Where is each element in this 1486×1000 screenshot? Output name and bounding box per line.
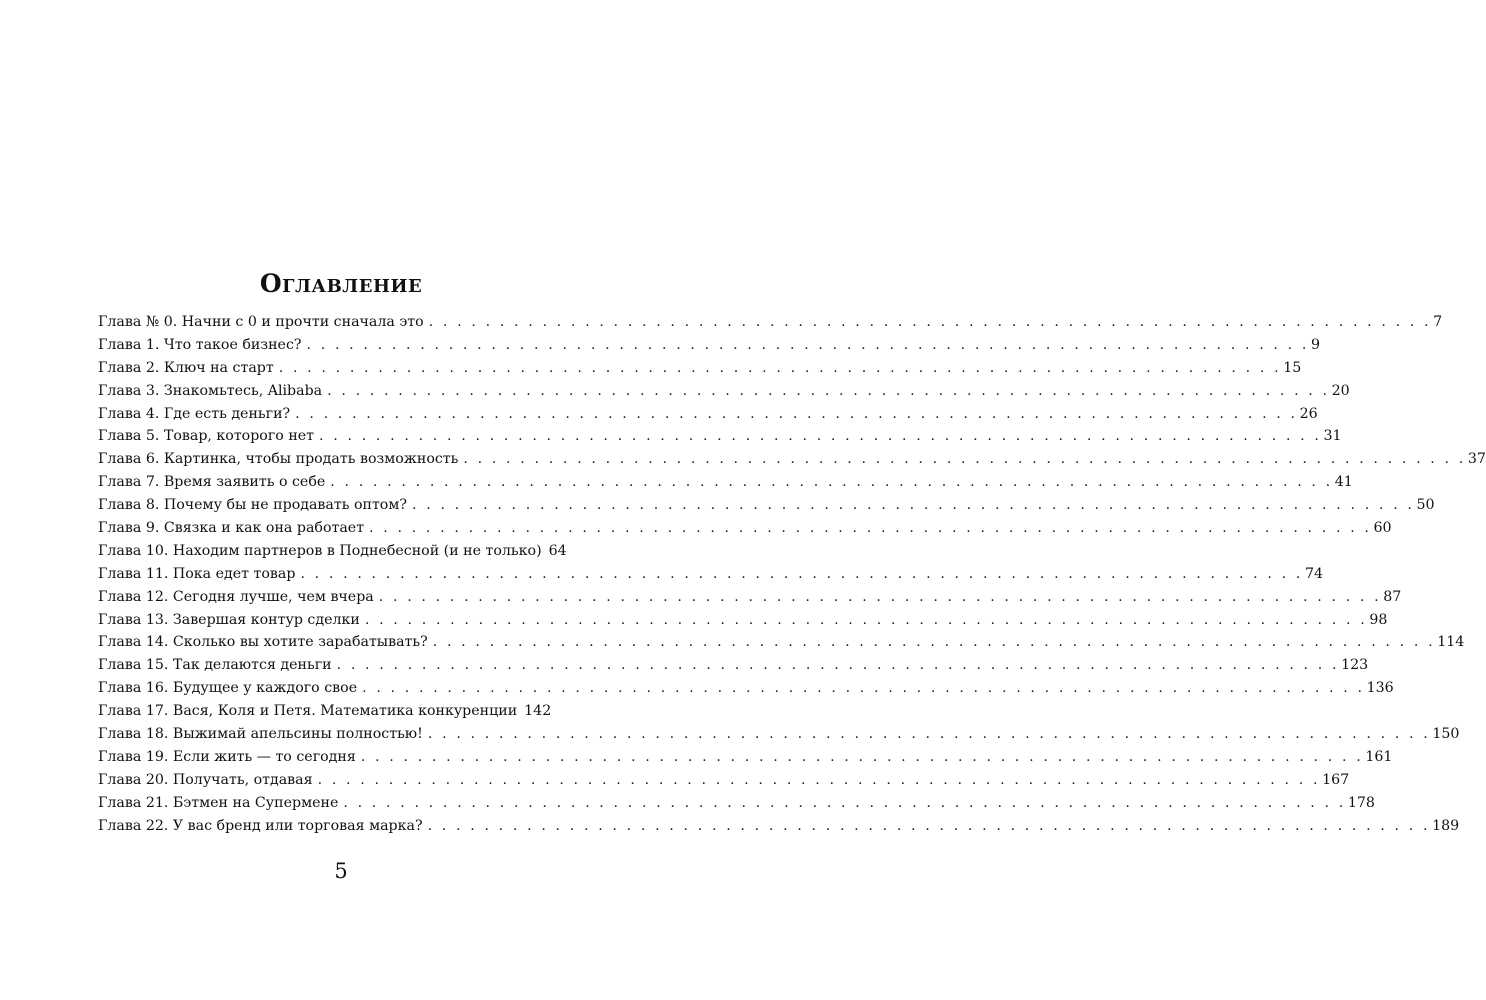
toc-entry[interactable] bbox=[98, 586, 1402, 609]
toc-entry-title: Глава 3. Знакомьтесь, Alibaba bbox=[98, 382, 323, 399]
toc-entry-page: 15 bbox=[1283, 359, 1302, 376]
toc-leader-dots bbox=[279, 357, 1281, 380]
toc-entry[interactable] bbox=[98, 792, 1375, 815]
toc-entry-title: Глава № 0. Начни с 0 и прочти сначала это bbox=[98, 314, 424, 330]
toc-entry[interactable] bbox=[98, 631, 1465, 654]
toc-entry[interactable] bbox=[98, 769, 1350, 792]
toc-entry-title: Глава 8. Почему бы не продавать оптом? bbox=[98, 497, 407, 514]
toc-entry-page: 136 bbox=[1366, 680, 1394, 697]
toc-leader-dots bbox=[463, 448, 1465, 471]
toc-entry-title: Глава 6. Картинка, чтобы продать возможность bbox=[98, 451, 459, 468]
toc-entry-title: Глава 14. Сколько вы хотите зарабатывать? bbox=[98, 634, 428, 651]
toc-leader-dots bbox=[295, 403, 1297, 426]
toc-entry[interactable] bbox=[98, 654, 1369, 677]
toc-leader-dots bbox=[337, 654, 1339, 677]
toc-leader-dots bbox=[307, 334, 1309, 357]
toc-entry-page: 114 bbox=[1437, 634, 1465, 651]
page-number: 5 bbox=[334, 859, 348, 883]
toc-entry-title: Глава 2. Ключ на старт bbox=[98, 359, 274, 376]
toc-entry-page: 26 bbox=[1299, 405, 1318, 422]
toc-entry-title: Глава 17. Вася, Коля и Петя. Математика конкуренции bbox=[98, 703, 518, 720]
toc-leader-dots bbox=[365, 609, 1367, 632]
toc-entry-title: Глава 18. Выжимай апельсины полностью! bbox=[98, 726, 423, 743]
toc-leader-dots bbox=[412, 494, 1414, 517]
toc-entry-page: 161 bbox=[1365, 748, 1393, 765]
toc-entry-page: 64 bbox=[548, 542, 567, 559]
toc-entry-page: 189 bbox=[1432, 817, 1460, 834]
toc-entry-page: 9 bbox=[1310, 336, 1321, 353]
toc-entry[interactable] bbox=[98, 471, 1353, 494]
toc-entry-title: Глава 13. Завершая контур сделки bbox=[98, 611, 360, 628]
toc-entry[interactable] bbox=[98, 677, 1394, 700]
toc-entry-title: Глава 15. Так делаются деньги bbox=[98, 657, 332, 674]
toc-entry-page: 123 bbox=[1341, 657, 1369, 674]
toc-entry-page: 87 bbox=[1383, 588, 1402, 605]
toc-entry[interactable] bbox=[98, 334, 1321, 357]
toc-entry-title: Глава 1. Что такое бизнес? bbox=[98, 336, 302, 353]
toc-leader-dots bbox=[428, 723, 1430, 746]
toc-leader-dots bbox=[428, 815, 1430, 838]
toc-entry-page: 50 bbox=[1416, 497, 1435, 514]
toc-entry[interactable] bbox=[98, 815, 1460, 838]
toc-entry-page: 167 bbox=[1322, 771, 1350, 788]
table-of-contents bbox=[98, 311, 1486, 837]
toc-entry-page: 74 bbox=[1304, 565, 1323, 582]
toc-entry-title: Глава 12. Сегодня лучше, чем вчера bbox=[98, 588, 374, 605]
toc-entry-title: Глава 22. У вас бренд или торговая марка? bbox=[98, 817, 423, 834]
toc-entry-title: Глава 16. Будущее у каждого свое bbox=[98, 680, 358, 697]
toc-entry-page: 142 bbox=[524, 703, 552, 720]
toc-entry-page: 37 bbox=[1467, 451, 1486, 468]
toc-entry[interactable] bbox=[98, 723, 1460, 746]
toc-entry[interactable] bbox=[98, 357, 1302, 380]
toc-leader-dots bbox=[318, 769, 1320, 792]
toc-leader-dots bbox=[433, 631, 1435, 654]
toc-entry[interactable] bbox=[98, 746, 1393, 769]
toc-entry-title: Глава 20. Получать, отдавая bbox=[98, 771, 313, 788]
toc-leader-dots bbox=[327, 380, 1329, 403]
toc-entry-title: Глава 5. Товар, которого нет bbox=[98, 428, 315, 445]
toc-entry-page: 98 bbox=[1369, 611, 1388, 628]
toc-entry[interactable] bbox=[98, 494, 1435, 517]
toc-entry-page: 60 bbox=[1373, 520, 1392, 537]
toc-leader-dots bbox=[379, 586, 1381, 609]
toc-entry[interactable] bbox=[98, 311, 1443, 334]
toc-entry-title: Глава 10. Находим партнеров в Поднебесной (и не только) bbox=[98, 542, 542, 559]
toc-entry-page: 150 bbox=[1432, 726, 1460, 743]
toc-entry[interactable] bbox=[98, 609, 1388, 632]
toc-entry[interactable] bbox=[98, 517, 1392, 540]
toc-entry-title: Глава 9. Связка и как она работает bbox=[98, 520, 365, 537]
toc-entry-page: 31 bbox=[1323, 428, 1342, 445]
toc-entry[interactable] bbox=[98, 540, 567, 563]
toc-leader-dots bbox=[330, 471, 1332, 494]
page-title: Оглавление bbox=[259, 269, 423, 298]
toc-entry-title: Глава 19. Если жить — то сегодня bbox=[98, 748, 356, 765]
toc-entry[interactable] bbox=[98, 563, 1323, 586]
toc-entry[interactable] bbox=[98, 425, 1342, 448]
toc-leader-dots bbox=[361, 746, 1363, 769]
toc-entry-page: 20 bbox=[1331, 382, 1350, 399]
toc-entry-page: 41 bbox=[1334, 474, 1353, 491]
toc-leader-dots bbox=[343, 792, 1345, 815]
toc-entry[interactable] bbox=[98, 380, 1350, 403]
toc-entry-title: Глава 7. Время заявить о себе bbox=[98, 474, 326, 491]
toc-entry-title: Глава 4. Где есть деньги? bbox=[98, 405, 291, 422]
toc-entry[interactable] bbox=[98, 700, 552, 723]
toc-leader-dots bbox=[362, 677, 1364, 700]
toc-leader-dots bbox=[429, 311, 1431, 334]
toc-entry-title: Глава 11. Пока едет товар bbox=[98, 565, 296, 582]
toc-entry-page: 178 bbox=[1347, 794, 1375, 811]
toc-leader-dots bbox=[319, 425, 1321, 448]
toc-entry[interactable] bbox=[98, 403, 1318, 426]
toc-leader-dots bbox=[300, 563, 1302, 586]
toc-entry[interactable] bbox=[98, 448, 1486, 471]
toc-leader-dots bbox=[369, 517, 1371, 540]
toc-entry-page: 7 bbox=[1433, 314, 1443, 330]
toc-entry-title: Глава 21. Бэтмен на Супермене bbox=[98, 794, 339, 811]
